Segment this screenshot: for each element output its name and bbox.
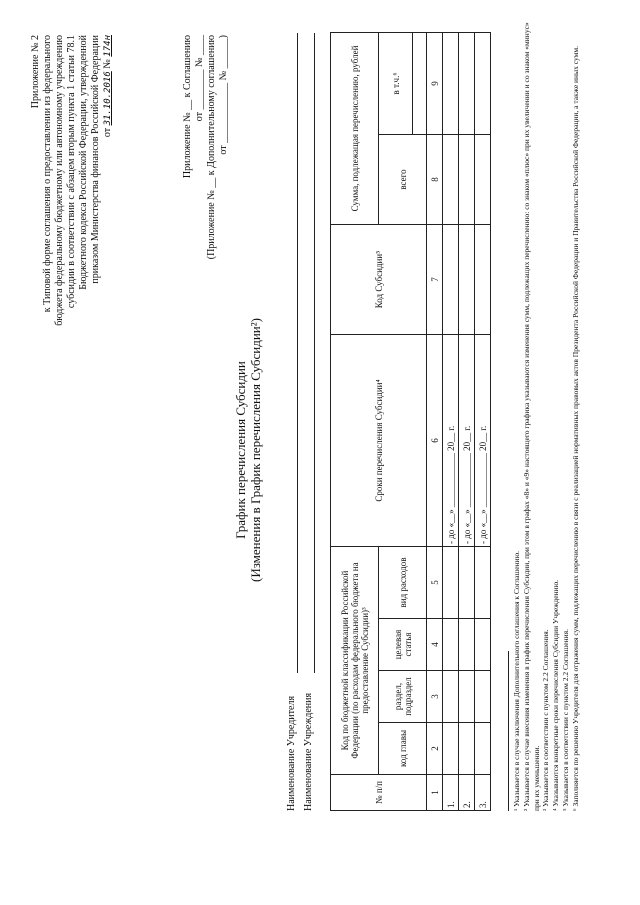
subsidy-schedule-table — [330, 32, 491, 811]
index-cell: 7 — [427, 225, 443, 335]
col-incl-blank — [413, 32, 427, 134]
table-row — [459, 32, 475, 810]
col-sum-header: Сумма, подлежащая перечислению, рублей — [331, 32, 379, 224]
order-date-line — [102, 35, 114, 455]
col-chapter-header: код главы — [379, 723, 427, 775]
row-number: 3. — [475, 775, 491, 811]
row-number: 1. — [443, 775, 459, 811]
founder-fill-line — [297, 33, 298, 673]
header-line-4: Бюджетного кодекса Российской Федерации, утвержденной — [78, 35, 89, 290]
footnote-3: ³ Указывается в соответствии с пунктом 2.2 Соглашения. — [541, 629, 551, 811]
col-total-header: всего — [379, 135, 427, 225]
attachment-line-1: Приложение № __ к Соглашению — [182, 35, 193, 179]
document-title — [233, 225, 263, 675]
footnote-6: ⁶ Заполняется по решению Учредителя для отражения сумм, подлежащих перечислению в связи с реализацией нормативных правовых актов Президента Российской Федерации и Правительства Российской Федерации, а также иных сумм. — [570, 46, 580, 811]
index-cell: 6 — [427, 335, 443, 547]
header-line-3: субсидии в соответствии с абзацем вторым пункта 1 статьи 78.1 — [66, 35, 77, 309]
index-cell: 9 — [427, 32, 443, 134]
index-cell: 5 — [427, 547, 443, 619]
col-code-header: Код Субсидии⁵ — [331, 225, 427, 335]
index-cell: 1 — [427, 775, 443, 811]
row-term: - до «__» ____________ 20__ г. — [475, 335, 491, 547]
index-cell: 2 — [427, 723, 443, 775]
attachment-line-2: от ________ № ____ — [194, 35, 205, 122]
footnote-2: ² Указывается в случае внесения изменения в график перечисления Субсидии, при этом в графах «8» и «9» настоящего графика указываются изменения сумм, подлежащих перечислению: со знаком «плюс» при их увеличении и со знаком «минус» при их уменьшении. — [521, 22, 541, 811]
attachment-line-4: от ____________ № ______) — [218, 35, 229, 155]
table-row — [443, 32, 459, 810]
header-row-1 — [331, 32, 379, 810]
institution-fill-line — [314, 33, 315, 673]
title-sub: (Изменения в График перечисления Субсидии²) — [248, 318, 263, 582]
col-terms-header: Сроки перечисления Субсидии⁴ — [331, 335, 427, 547]
col-num-header: № п/п — [331, 775, 427, 811]
appendix-number: Приложение № 2 — [30, 35, 41, 109]
index-cell: 3 — [427, 671, 443, 723]
footnote-4: ⁴ Указываются конкретные сроки перечисления Субсидии Учреждению. — [551, 579, 561, 811]
header-block — [30, 35, 114, 455]
footnote-1: ¹ Указывается в случае заключения Дополнительного соглашения к Соглашению. — [512, 550, 521, 811]
from-prefix: от — [102, 127, 113, 138]
index-cell: 8 — [427, 135, 443, 225]
footnote-rule — [508, 651, 509, 811]
index-cell: 4 — [427, 619, 443, 671]
col-target-header: целевая статья — [379, 619, 427, 671]
attachment-block — [182, 35, 230, 465]
row-term: - до «__» ____________ 20__ г. — [459, 335, 475, 547]
col-section-header: раздел, подраздел — [379, 671, 427, 723]
header-line-1: к Типовой форме соглашения о предоставлении из федерального — [42, 35, 53, 313]
index-row — [427, 32, 443, 810]
institution-label: Наименование Учреждения — [303, 692, 314, 811]
order-number: 174н — [103, 35, 113, 57]
attachment-line-3: (Приложение № __ к Дополнительному соглашению — [206, 35, 217, 260]
number-prefix: № — [102, 59, 113, 69]
table-row — [475, 32, 491, 810]
col-incl-header: в т.ч.⁶ — [379, 32, 413, 134]
col-expense-header: вид расходов — [379, 547, 427, 619]
col-kbk-header: Код по бюджетной классификации Российской Федерации (по расходам федерального бюджета на предоставление Субсидии)³ — [331, 547, 379, 775]
footnotes — [508, 21, 581, 811]
order-date: 31.10.2016 — [103, 71, 113, 126]
founder-label: Наименование Учредителя — [286, 695, 297, 811]
row-term: - до «__» ____________ 20__ г. — [443, 335, 459, 547]
header-line-5: приказом Министерства финансов Российской Федерации — [90, 35, 101, 284]
header-line-2: бюджета федеральному бюджетному или автономному учреждению — [54, 35, 65, 326]
footnote-5: ⁵ Указывается в соответствии с пунктом 2.2 Соглашения. — [560, 629, 570, 811]
row-number: 2. — [459, 775, 475, 811]
title-main: График перечисления Субсидии — [233, 361, 248, 539]
